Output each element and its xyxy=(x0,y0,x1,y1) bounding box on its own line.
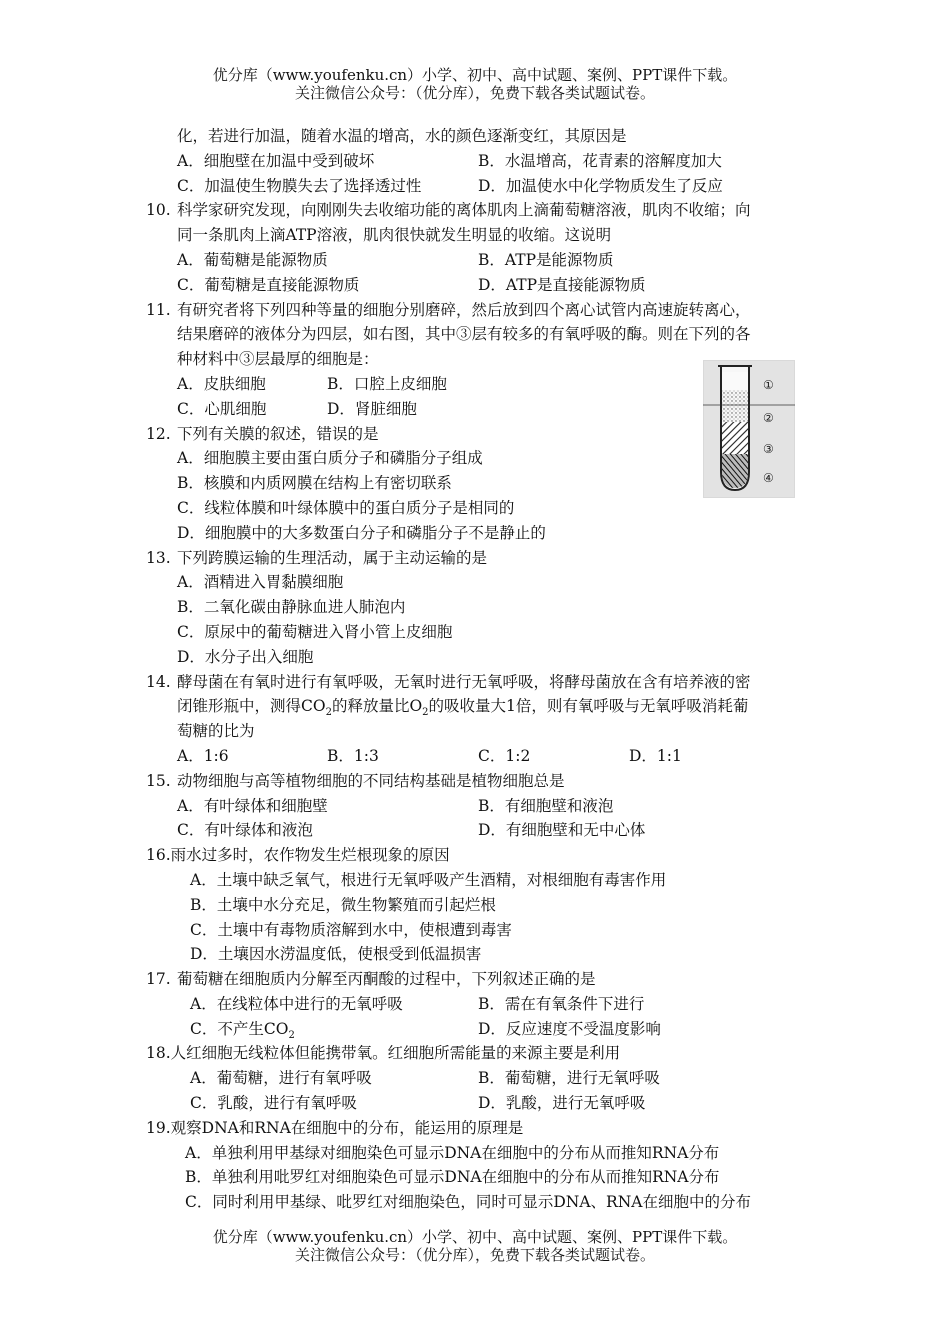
label-layer-1: ① xyxy=(763,378,774,392)
q14-options-row xyxy=(0,744,950,769)
q19-stem: 19.观察DNA和RNA在细胞中的分布，能运用的原理是 xyxy=(146,1118,524,1137)
q9-stem-cont: 化，若进行加温，随着水温的增高，水的颜色逐渐变红，其原因是 xyxy=(177,127,627,145)
q12-stem: 12. 下列有关膜的叙述，错误的是 xyxy=(0,422,950,447)
q15-options-row-2 xyxy=(0,818,950,843)
q9-option-b: B．水温增高，花青素的溶解度加大 xyxy=(478,151,722,170)
q17-options-row-2 xyxy=(0,1017,950,1042)
footer-banner xyxy=(0,1228,950,1264)
q10-stem-line-2: 同一条肌肉上滴ATP溶液，肌肉很快就发生明显的收缩。这说明 xyxy=(177,226,612,245)
q12-option-b: B．核膜和内质网膜在结构上有密切联系 xyxy=(177,474,452,493)
q17-option-c: C．不产生$CO_2$ xyxy=(190,1019,295,1041)
footer-line-2: 关注微信公众号：（优分库），免费下载各类试题试卷。 xyxy=(294,1246,655,1264)
q19-option-c-row xyxy=(0,1190,950,1215)
q10-number: 10. xyxy=(146,201,171,220)
q10-option-b: B．ATP是能源物质 xyxy=(478,250,614,269)
label-layer-3: ③ xyxy=(763,442,774,456)
q11-options-row-1 xyxy=(0,372,950,397)
footer-line-1: 优分库（www.youfenku.cn）小学、初中、高中试题、案例、PPT课件下载。 xyxy=(212,1228,738,1246)
q18-option-a: A．葡萄糖，进行有氧呼吸 xyxy=(190,1069,372,1088)
q14-stem-line-1: 14. 酵母菌在有氧时进行有氧呼吸，无氧时进行无氧呼吸，将酵母菌放在含有培养液的密 xyxy=(0,670,950,695)
header-line-1: 优分库（www.youfenku.cn）小学、初中、高中试题、案例、PPT课件下载。 xyxy=(212,66,738,84)
q17-option-a: A．在线粒体中进行的无氧呼吸 xyxy=(190,994,403,1013)
q14-stem-line-2: 闭锥形瓶中，测得$CO_2$的释放量比$O_2$的吸收量大1倍，则有氧呼吸与无氧呼吸消耗葡 xyxy=(177,697,749,719)
q11-options-row-2 xyxy=(0,397,950,422)
q12-option-a: A．细胞膜主要由蛋白质分子和磷脂分子组成 xyxy=(177,449,483,468)
q18-options-row-2 xyxy=(0,1091,950,1116)
q13-option-a: A．酒精进入胃黏膜细胞 xyxy=(177,573,344,592)
q17-options-row-1 xyxy=(0,992,950,1017)
q9-option-a: A．细胞壁在加温中受到破坏 xyxy=(177,151,375,170)
q11-option-a: A．皮肤细胞 xyxy=(177,374,266,393)
header-line-2: 关注微信公众号：（优分库），免费下载各类试题试卷。 xyxy=(294,84,655,102)
q11-option-b: B．口腔上皮细胞 xyxy=(327,374,447,393)
q19-option-b-row xyxy=(0,1165,950,1190)
q17-option-d: D．反应速度不受温度影响 xyxy=(478,1019,661,1038)
q12-option-c-row xyxy=(0,496,950,521)
q16-option-a: A．土壤中缺乏氧气，根进行无氧呼吸产生酒精，对根细胞有毒害作用 xyxy=(190,870,667,889)
q19-option-c: C．同时利用甲基绿、吡罗红对细胞染色，同时可显示DNA、RNA在细胞中的分布 xyxy=(185,1193,751,1212)
q13-option-a-row xyxy=(0,570,950,595)
q13-number: 13. xyxy=(146,548,171,567)
q10-option-a: A．葡萄糖是能源物质 xyxy=(177,250,328,269)
q18-options-row-1 xyxy=(0,1066,950,1091)
q16-option-c-row xyxy=(0,918,950,943)
q13-option-c-row xyxy=(0,620,950,645)
q12-number: 12. xyxy=(146,424,171,443)
q10-option-d: D．ATP是直接能源物质 xyxy=(478,275,646,294)
q11-option-d: D．肾脏细胞 xyxy=(327,399,417,418)
q13-option-b: B．二氧化碳由静脉血进人肺泡内 xyxy=(177,598,406,617)
q16-stem: 16.雨水过多时，农作物发生烂根现象的原因 xyxy=(146,846,450,865)
q15-option-a: A．有叶绿体和细胞壁 xyxy=(177,796,328,815)
q19-option-b: B．单独利用吡罗红对细胞染色可显示DNA在细胞中的分布从而推知RNA分布 xyxy=(185,1168,720,1187)
q16-option-a-row xyxy=(0,868,950,893)
q13-stem: 13. 下列跨膜运输的生理活动，属于主动运输的是 xyxy=(0,546,950,571)
q10-options-row-1 xyxy=(0,248,950,273)
q14-stem-line-3: 萄糖的比为 xyxy=(177,722,255,741)
q12-option-d: D．细胞膜中的大多数蛋白分子和磷脂分子不是静止的 xyxy=(177,523,546,542)
question-list xyxy=(0,124,950,1215)
q15-option-b: B．有细胞壁和液泡 xyxy=(478,796,614,815)
q15-option-d: D．有细胞壁和无中心体 xyxy=(478,821,646,840)
q11-option-c: C．心肌细胞 xyxy=(177,399,267,418)
q15-number: 15. xyxy=(146,771,171,790)
label-layer-4: ④ xyxy=(763,471,774,485)
q10-options-row-2 xyxy=(0,273,950,298)
header-banner xyxy=(0,66,950,102)
q13-option-b-row xyxy=(0,595,950,620)
layer-4 xyxy=(722,454,748,488)
q12-option-a-row xyxy=(0,446,950,471)
q9-options-row-1 xyxy=(0,149,950,174)
q14-option-c: C．1:2 xyxy=(478,746,531,765)
layer-2 xyxy=(722,390,748,422)
q14-option-d: D．1:1 xyxy=(629,746,682,765)
q11-stem-line-2: 结果磨碎的液体分为四层，如右图，其中③层有较多的有氧呼吸的酶。则在下列的各 xyxy=(177,325,751,344)
q11-stem-line-3: 种材料中③层最厚的细胞是： xyxy=(177,350,379,369)
q12-option-c: C．线粒体膜和叶绿体膜中的蛋白质分子是相同的 xyxy=(177,498,515,517)
q16-option-d-row xyxy=(0,942,950,967)
q14-number: 14. xyxy=(146,672,171,691)
q11-stem-line-1: 11. 有研究者将下列四种等量的细胞分别磨碎，然后放到四个离心试管内高速旋转离心， xyxy=(0,298,950,323)
q19-option-a-row xyxy=(0,1141,950,1166)
centrifuge-tube-figure xyxy=(703,360,795,498)
q14-option-a: A．1:6 xyxy=(177,746,229,765)
layer-1 xyxy=(722,372,748,390)
q19-option-a: A．单独利用甲基绿对细胞染色可显示DNA在细胞中的分布从而推知RNA分布 xyxy=(185,1143,720,1162)
q13-option-d-row xyxy=(0,645,950,670)
q18-option-b: B．葡萄糖，进行无氧呼吸 xyxy=(478,1069,660,1088)
q16-option-b-row xyxy=(0,893,950,918)
q9-option-c: C．加温使生物膜失去了选择透过性 xyxy=(177,176,422,195)
q11-number: 11. xyxy=(146,300,171,319)
q18-stem: 18.人红细胞无线粒体但能携带氧。红细胞所需能量的来源主要是利用 xyxy=(146,1044,621,1063)
q10-stem-line-1: 10. 科学家研究发现，向刚刚失去收缩功能的离体肌肉上滴葡萄糖溶液，肌肉不收缩；向 xyxy=(0,198,950,223)
q12-option-d-row xyxy=(0,521,950,546)
label-layer-2: ② xyxy=(763,411,774,425)
q17-number: 17. xyxy=(146,970,171,989)
layer-3 xyxy=(722,422,748,454)
q13-option-c: C．原尿中的葡萄糖进入肾小管上皮细胞 xyxy=(177,622,453,641)
q14-option-b: B．1:3 xyxy=(327,746,379,765)
q17-stem: 17. 葡萄糖在细胞质内分解至丙酮酸的过程中，下列叙述正确的是 xyxy=(0,967,950,992)
q13-option-d: D．水分子出入细胞 xyxy=(177,647,314,666)
q9-options-row-2 xyxy=(0,174,950,199)
q16-option-c: C．土壤中有毒物质溶解到水中，使根遭到毒害 xyxy=(190,920,512,939)
q16-option-d: D．土壤因水涝温度低，使根受到低温损害 xyxy=(190,945,482,964)
q16-option-b: B．土壤中水分充足，微生物繁殖而引起烂根 xyxy=(190,895,496,914)
q12-option-b-row xyxy=(0,471,950,496)
q18-option-d: D．乳酸，进行无氧呼吸 xyxy=(478,1094,646,1113)
q9-option-d: D．加温使水中化学物质发生了反应 xyxy=(478,176,723,195)
q15-options-row-1 xyxy=(0,794,950,819)
q10-option-c: C．葡萄糖是直接能源物质 xyxy=(177,275,360,294)
q15-stem: 15. 动物细胞与高等植物细胞的不同结构基础是植物细胞总是 xyxy=(0,769,950,794)
q15-option-c: C．有叶绿体和液泡 xyxy=(177,821,313,840)
q17-option-b: B．需在有氧条件下进行 xyxy=(478,994,645,1013)
q18-option-c: C．乳酸，进行有氧呼吸 xyxy=(190,1094,357,1113)
